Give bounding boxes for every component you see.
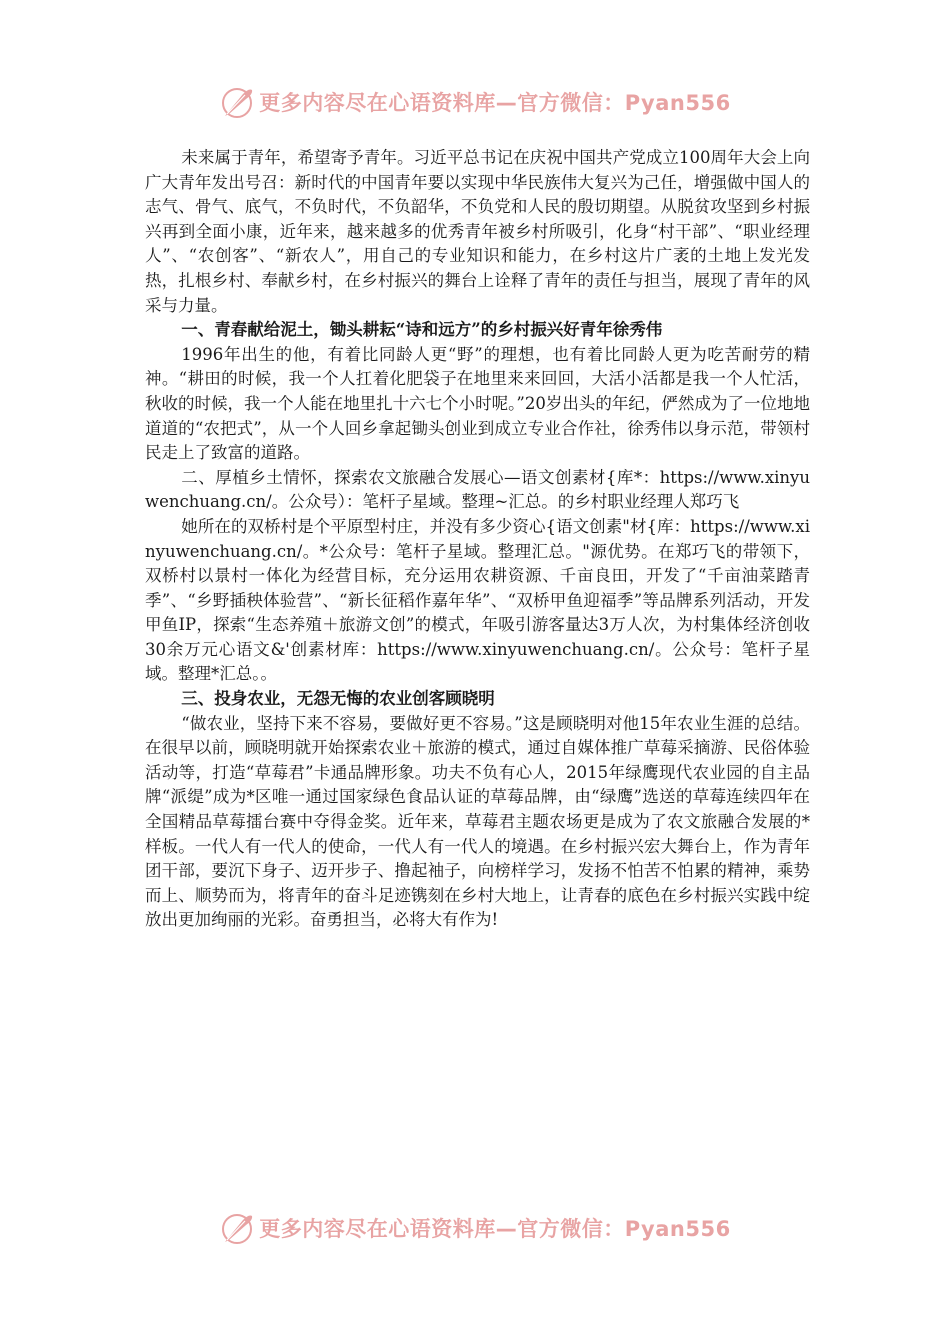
section-3-paragraph: “做农业，坚持下来不容易，要做好更不容易。”这是顾晓明对他15年农业生涯的总结。在很早以前，顾晓明就开始探索农业＋旅游的模式，通过自媒体推广草莓采摘游、民俗体验活动等，打造“草莓君”卡通品牌形象。功夫不负有心人，2015年绿鹰现代农业园的自主品牌“派缇”成为*区唯一通过国家绿色食品认证的草莓品牌，由“绿鹰”选送的草莓连续四年在全国精品草莓擂台赛中夺得金奖。近年来，草莓君主题农场更是成为了农文旅融合发展的*样板。一代人有一代人的使命，一代人有一代人的境遇。在乡村振兴宏大舞台上，作为青年团干部，要沉下身子、迈开步子、撸起袖子，向榜样学习，发扬不怕苦不怕累的精神，乘势而上、顺势而为，将青年的奋斗足迹镌刻在乡村大地上，让青春的底色在乡村振兴实践中绽放出更加绚丽的光彩。奋勇担当，必将大有作为! <box>145 713 810 930</box>
quill-logo-icon <box>219 84 255 120</box>
quill-logo-icon <box>219 1210 255 1246</box>
section-heading-2: 二、厚植乡土情怀，探索农文旅融合发展心—语文创素材{库*：https://www.xinyuwenchuang.cn/。公众号）：笔杆子星域。整理~汇总。的乡村职业经理人郑巧飞 <box>145 467 810 512</box>
section-2-paragraph: 她所在的双桥村是个平原型村庄，并没有多少资心{语文创素"材{库：https://www.xinyuwenchuang.cn/。*公众号：笔杆子星域。整理汇总。"源优势。在郑巧飞的带领下，双桥村以景村一体化为经营目标，充分运用农耕资源、千亩良田，开发了“千亩油菜踏青季”、“乡野插秧体验营”、“新长征稻作嘉年华”、“双桥甲鱼迎福季”等品牌系列活动，开发甲鱼IP，探索“生态养殖＋旅游文创”的模式，年吸引游客量达3万人次，为村集体经济创收30余万元心语文&'创素材库：https://www.xinyuwenchuang.cn/。公众号：笔杆子星域。整理*汇总。。 <box>145 516 810 684</box>
section-heading-3: 三、投身农业，无怨无悔的农业创客顾晓明 <box>181 689 495 709</box>
banner-text: 更多内容尽在心语资料库—官方微信：Pyan556 <box>259 1217 731 1241</box>
intro-paragraph: 未来属于青年，希望寄予青年。习近平总书记在庆祝中国共产党成立100周年大会上向广大青年发出号召：新时代的中国青年要以实现中华民族伟大复兴为己任，增强做中国人的志气、骨气、底气，不负时代，不负韶华，不负党和人民的殷切期望。从脱贫攻坚到乡村振兴再到全面小康，近年来，越来越多的优秀青年被乡村所吸引，化身“村干部”、“职业经理人”、“农创客”、“新农人”，用自己的专业知识和能力，在乡村这片广袤的土地上发光发热，扎根乡村、奉献乡村，在乡村振兴的舞台上诠释了青年的责任与担当，展现了青年的风采与力量。 <box>145 148 810 315</box>
section-1-paragraph: 1996年出生的他，有着比同龄人更“野”的理想，也有着比同龄人更为吃苦耐劳的精神。“耕田的时候，我一个人扛着化肥袋子在地里来来回回，大活小活都是我一个人忙活，秋收的时候，我一个人能在地里扎十六七个小时呢。”20岁出头的年纪，俨然成为了一位地地道道的“农把式”，从一个人回乡拿起锄头创业到成立专业合作社，徐秀伟以身示范，带领村民走上了致富的道路。 <box>145 344 810 463</box>
section-heading-1: 一、青春献给泥土，锄头耕耘“诗和远方”的乡村振兴好青年徐秀伟 <box>181 320 663 340</box>
header-banner <box>0 80 950 124</box>
banner-text: 更多内容尽在心语资料库—官方微信：Pyan556 <box>259 91 731 115</box>
article-body <box>145 146 810 933</box>
footer-banner <box>0 1206 950 1250</box>
